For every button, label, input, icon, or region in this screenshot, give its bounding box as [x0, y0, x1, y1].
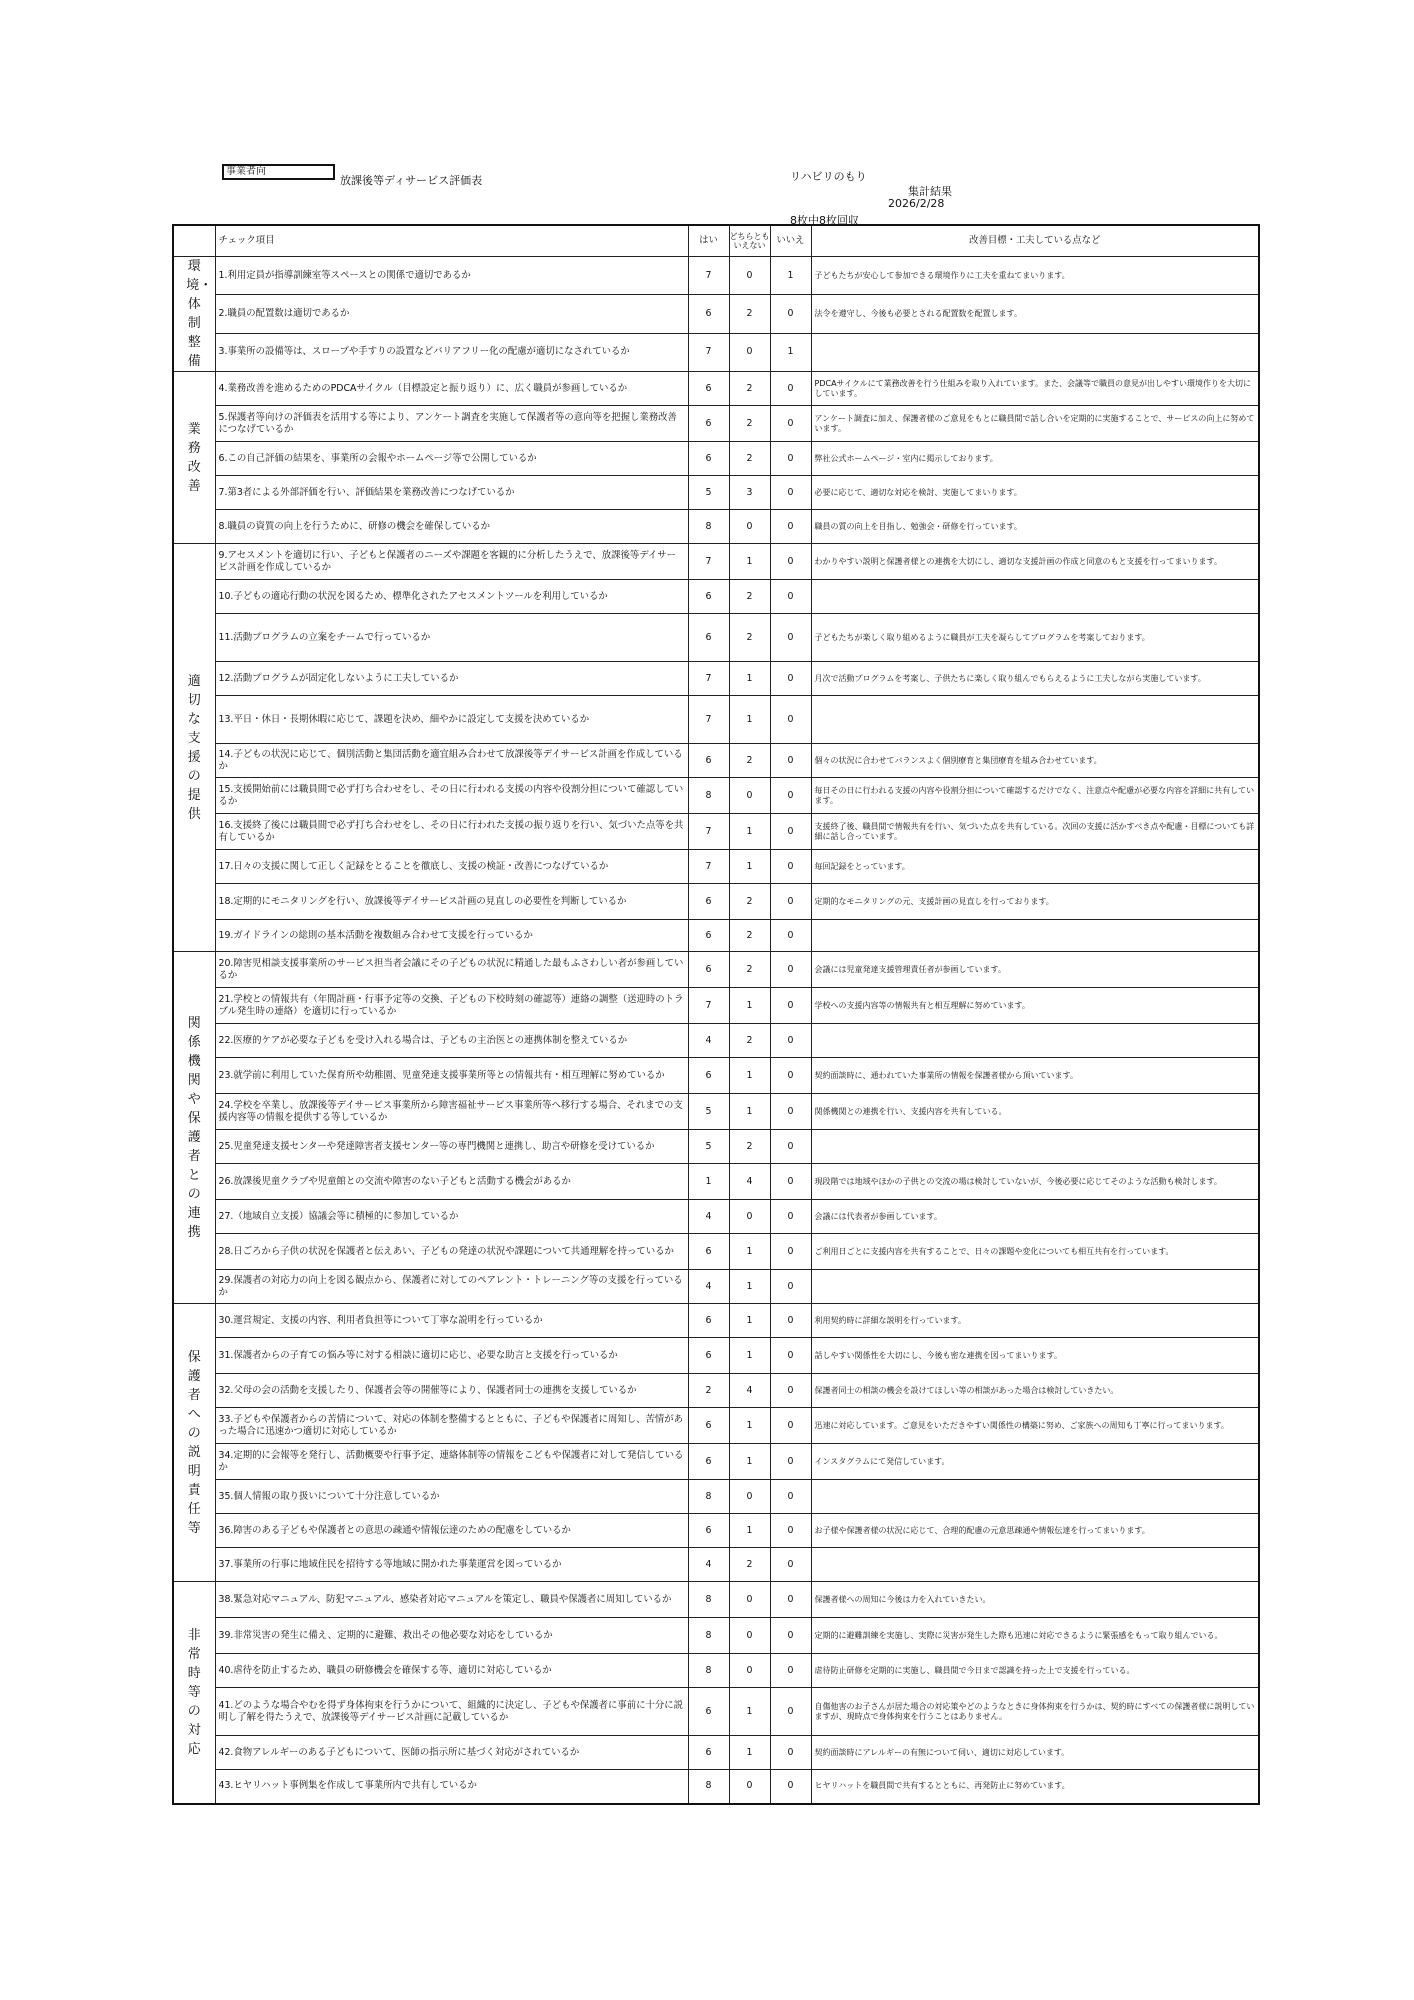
table-row	[173, 1408, 1259, 1444]
item-cell: 6.この自己評価の結果を、事業所の会報やホームページ等で公開しているか	[215, 442, 688, 476]
yes-count: 4	[688, 1548, 729, 1582]
yes-count: 8	[688, 1480, 729, 1514]
neither-count: 0	[729, 1770, 770, 1804]
note-cell: 契約面談時にアレルギーの有無について伺い、適切に対応しています。	[811, 1736, 1259, 1770]
no-count: 0	[770, 952, 811, 988]
no-count: 0	[770, 1514, 811, 1548]
neither-count: 2	[729, 614, 770, 662]
neither-count: 1	[729, 1408, 770, 1444]
note-cell: 支援終了後、職員間で情報共有を行い、気づいた点を共有している。次回の支援に活かすべき点や配慮・目標についても詳細に話し合っています。	[811, 814, 1259, 850]
neither-count: 0	[729, 778, 770, 814]
item-cell: 43.ヒヤリハット事例集を作成して事業所内で共有しているか	[215, 1770, 688, 1804]
note-cell: PDCAサイクルにて業務改善を行う仕組みを取り入れています。また、会議等で職員の意見が出しやすい環境作りを大切にしています。	[811, 372, 1259, 406]
table-row	[173, 372, 1259, 406]
note-cell: 子どもたちが楽しく取り組めるように職員が工夫を凝らしてプログラムを考案しております。	[811, 614, 1259, 662]
item-cell: 14.子どもの状況に応じて、個別活動と集団活動を適宜組み合わせて放課後等デイサービス計画を作成しているか	[215, 744, 688, 778]
item-cell: 15.支援開始前には職員間で必ず打ち合わせをし、その日に行われる支援の内容や役割分担について確認しているか	[215, 778, 688, 814]
note-cell	[811, 1270, 1259, 1304]
yes-count: 7	[688, 257, 729, 295]
table-row	[173, 1338, 1259, 1374]
note-cell: 契約面談時に、通われていた事業所の情報を保護者様から頂いています。	[811, 1058, 1259, 1094]
note-cell	[811, 920, 1259, 952]
neither-count: 0	[729, 1654, 770, 1688]
no-count: 0	[770, 1408, 811, 1444]
note-cell: 虐待防止研修を定期的に実施し、職員間で今日まで認識を持った上で支援を行っている。	[811, 1654, 1259, 1688]
item-cell: 16.支援終了後には職員間で必ず打ち合わせをし、その日に行われた支援の振り返りを行い、気づいた点等を共有しているか	[215, 814, 688, 850]
yes-count: 8	[688, 510, 729, 544]
yes-count: 6	[688, 1408, 729, 1444]
no-count: 0	[770, 1164, 811, 1200]
no-count: 0	[770, 476, 811, 510]
table-row	[173, 1234, 1259, 1270]
note-cell: 定期的に避難訓練を実施し、実際に災害が発生した際も迅速に対応できるように緊張感をもって取り組んでいる。	[811, 1618, 1259, 1654]
item-cell: 21.学校との情報共有（年間計画・行事予定等の交換、子どもの下校時刻の確認等）連絡の調整（送迎時のトラブル発生時の連絡）を適切に行っているか	[215, 988, 688, 1024]
neither-count: 1	[729, 662, 770, 696]
note-cell: 法令を遵守し、今後も必要とされる配置数を配置します。	[811, 295, 1259, 333]
yes-count: 7	[688, 662, 729, 696]
result-title: 集計結果	[908, 185, 952, 198]
item-cell: 1.利用定員が指導訓練室等スペースとの関係で適切であるか	[215, 257, 688, 295]
item-header: チェック項目	[215, 225, 688, 257]
table-row	[173, 778, 1259, 814]
category-label: 関係機関や保護者との連携	[187, 1015, 201, 1240]
category-label: 適切な支援の提供	[187, 673, 201, 822]
note-cell	[811, 1480, 1259, 1514]
note-cell: インスタグラムにて発信しています。	[811, 1444, 1259, 1480]
table-row	[173, 1736, 1259, 1770]
item-cell: 7.第3者による外部評価を行い、評価結果を業務改善につなげているか	[215, 476, 688, 510]
neither-count: 2	[729, 406, 770, 442]
no-count: 0	[770, 510, 811, 544]
note-cell: 会議には児童発達支援管理責任者が参画しています。	[811, 952, 1259, 988]
category-label: 保護者への説明責任等	[187, 1349, 201, 1536]
table-row	[173, 1480, 1259, 1514]
item-cell: 19.ガイドラインの総則の基本活動を複数組み合わせて支援を行っているか	[215, 920, 688, 952]
neither-count: 2	[729, 1024, 770, 1058]
item-cell: 34.定期的に会報等を発行し、活動概要や行事予定、連絡体制等の情報をこどもや保護者に対して発信しているか	[215, 1444, 688, 1480]
neither-count: 2	[729, 1130, 770, 1164]
table-row	[173, 544, 1259, 580]
yes-count: 6	[688, 442, 729, 476]
table-row	[173, 1058, 1259, 1094]
item-cell: 18.定期的にモニタリングを行い、放課後等デイサービス計画の見直しの必要性を判断しているか	[215, 884, 688, 920]
item-cell: 25.児童発達支援センターや発達障害者支援センター等の専門機関と連携し、助言や研修を受けているか	[215, 1130, 688, 1164]
neither-count: 1	[729, 1338, 770, 1374]
table-row	[173, 510, 1259, 544]
note-cell: 弊社公式ホームページ・室内に掲示しております。	[811, 442, 1259, 476]
table-row	[173, 696, 1259, 744]
no-count: 0	[770, 1058, 811, 1094]
neither-count: 0	[729, 1200, 770, 1234]
item-cell: 4.業務改善を進めるためのPDCAサイクル（目標設定と振り返り）に、広く職員が参画しているか	[215, 372, 688, 406]
table-row	[173, 476, 1259, 510]
note-cell: 毎日その日に行われる支援の内容や役割分担について確認するだけでなく、注意点や配慮が必要な内容を詳細に共有しています。	[811, 778, 1259, 814]
item-cell: 41.どのような場合やむを得ず身体拘束を行うかについて、組織的に決定し、子どもや保護者に事前に十分に説明し了解を得たうえで、放課後等デイサービス計画に記載しているか	[215, 1688, 688, 1736]
yes-count: 6	[688, 1234, 729, 1270]
neither-count: 0	[729, 510, 770, 544]
table-row	[173, 295, 1259, 333]
neither-count: 1	[729, 988, 770, 1024]
table-row	[173, 1374, 1259, 1408]
note-cell: 定期的なモニタリングの元、支援計画の見直しを行っております。	[811, 884, 1259, 920]
neither-count: 1	[729, 1304, 770, 1338]
neither-count: 1	[729, 1234, 770, 1270]
neither-count: 1	[729, 1736, 770, 1770]
notes-header: 改善目標・工夫している点など	[811, 225, 1259, 257]
neither-count: 1	[729, 1444, 770, 1480]
yes-count: 5	[688, 1094, 729, 1130]
note-cell	[811, 1024, 1259, 1058]
yes-count: 6	[688, 952, 729, 988]
item-cell: 3.事業所の設備等は、スロープや手すりの設置などバリアフリー化の配慮が適切になされているか	[215, 333, 688, 371]
category-cell	[173, 372, 215, 544]
no-count: 0	[770, 988, 811, 1024]
no-count: 0	[770, 1736, 811, 1770]
table-row	[173, 1444, 1259, 1480]
yes-count: 6	[688, 1058, 729, 1094]
no-count: 0	[770, 778, 811, 814]
table-row	[173, 1024, 1259, 1058]
table-row	[173, 850, 1259, 884]
note-cell: アンケート調査に加え、保護者様のご意見をもとに職員間で話し合いを定期的に実施することで、サービスの向上に努めています。	[811, 406, 1259, 442]
note-cell: 会議には代表者が参画しています。	[811, 1200, 1259, 1234]
neither-count: 2	[729, 952, 770, 988]
facility-name: リハビリのもり	[790, 170, 867, 183]
neither-count: 2	[729, 884, 770, 920]
note-cell: ヒヤリハットを職員間で共有するとともに、再発防止に努めています。	[811, 1770, 1259, 1804]
neither-count: 0	[729, 1480, 770, 1514]
table-row	[173, 257, 1259, 295]
no-count: 0	[770, 544, 811, 580]
note-cell: 毎回記録をとっています。	[811, 850, 1259, 884]
category-header	[173, 225, 215, 257]
table-row	[173, 1514, 1259, 1548]
yes-count: 6	[688, 1444, 729, 1480]
neither-count: 2	[729, 744, 770, 778]
yes-count: 8	[688, 1770, 729, 1804]
yes-count: 5	[688, 476, 729, 510]
note-cell: 月次で活動プログラムを考案し、子供たちに楽しく取り組んでもらえるように工夫しながら実施しています。	[811, 662, 1259, 696]
note-cell: 保護者様への周知に今後は力を入れていきたい。	[811, 1582, 1259, 1618]
neither-count: 1	[729, 814, 770, 850]
neither-count: 1	[729, 544, 770, 580]
yes-count: 6	[688, 1688, 729, 1736]
neither-count: 2	[729, 295, 770, 333]
yes-count: 6	[688, 744, 729, 778]
neither-count: 2	[729, 580, 770, 614]
note-cell: わかりやすい説明と保護者様との連携を大切にし、適切な支援計画の作成と同意のもと支援を行ってまいります。	[811, 544, 1259, 580]
table-row	[173, 1688, 1259, 1736]
item-cell: 40.虐待を防止するため、職員の研修機会を確保する等、適切に対応しているか	[215, 1654, 688, 1688]
no-count: 0	[770, 814, 811, 850]
note-cell: 必要に応じて、適切な対応を検討、実施してまいります。	[811, 476, 1259, 510]
yes-count: 6	[688, 1338, 729, 1374]
note-cell	[811, 1548, 1259, 1582]
neither-count: 2	[729, 372, 770, 406]
note-cell: 学校への支援内容等の情報共有と相互理解に努めています。	[811, 988, 1259, 1024]
neither-count: 3	[729, 476, 770, 510]
table-row	[173, 1582, 1259, 1618]
neither-count: 1	[729, 1688, 770, 1736]
item-cell: 39.非常災害の発生に備え、定期的に避難、救出その他必要な対応をしているか	[215, 1618, 688, 1654]
no-count: 0	[770, 1338, 811, 1374]
yes-count: 6	[688, 580, 729, 614]
no-count: 0	[770, 1444, 811, 1480]
table-row	[173, 1304, 1259, 1338]
yes-count: 7	[688, 814, 729, 850]
item-cell: 20.障害児相談支援事業所のサービス担当者会議にその子どもの状況に精通した最もふさわしい者が参画しているか	[215, 952, 688, 988]
no-count: 0	[770, 372, 811, 406]
no-count: 0	[770, 662, 811, 696]
neither-count: 2	[729, 1548, 770, 1582]
neither-count: 0	[729, 333, 770, 371]
item-cell: 12.活動プログラムが固定化しないように工夫しているか	[215, 662, 688, 696]
category-label: 業務改善	[187, 421, 201, 494]
yes-count: 1	[688, 1164, 729, 1200]
note-cell: 個々の状況に合わせてバランスよく個別療育と集団療育を組み合わせています。	[811, 744, 1259, 778]
category-label: 非常時等の対応	[187, 1627, 201, 1757]
category-cell	[173, 1304, 215, 1582]
note-cell: 迅速に対応しています。ご意見をいただきやすい関係性の構築に努め、ご家族への周知も丁寧に行ってまいります。	[811, 1408, 1259, 1444]
no-count: 0	[770, 406, 811, 442]
neither-count: 1	[729, 1270, 770, 1304]
no-count: 0	[770, 1200, 811, 1234]
neither-count: 1	[729, 696, 770, 744]
yes-count: 8	[688, 778, 729, 814]
item-cell: 23.就学前に利用していた保育所や幼稚園、児童発達支援事業所等との情報共有・相互理解に努めているか	[215, 1058, 688, 1094]
item-cell: 11.活動プログラムの立案をチームで行っているか	[215, 614, 688, 662]
no-count: 0	[770, 1770, 811, 1804]
neither-count: 0	[729, 1618, 770, 1654]
no-count: 0	[770, 920, 811, 952]
table-row	[173, 814, 1259, 850]
yes-count: 6	[688, 884, 729, 920]
item-cell: 31.保護者からの子育ての悩み等に対する相談に適切に応じ、必要な助言と支援を行っているか	[215, 1338, 688, 1374]
neither-count: 1	[729, 850, 770, 884]
category-cell	[173, 257, 215, 372]
item-cell: 24.学校を卒業し、放課後等デイサービス事業所から障害福祉サービス事業所等へ移行する場合、それまでの支援内容等の情報を提供する等しているか	[215, 1094, 688, 1130]
neither-count: 4	[729, 1164, 770, 1200]
table-row	[173, 1270, 1259, 1304]
yes-count: 6	[688, 1736, 729, 1770]
table-row	[173, 1164, 1259, 1200]
yes-count: 5	[688, 1130, 729, 1164]
neither-count: 1	[729, 1058, 770, 1094]
yes-count: 8	[688, 1582, 729, 1618]
no-count: 0	[770, 1618, 811, 1654]
item-cell: 32.父母の会の活動を支援したり、保護者会等の開催等により、保護者同士の連携を支援しているか	[215, 1374, 688, 1408]
no-count: 0	[770, 884, 811, 920]
item-cell: 22.医療的ケアが必要な子どもを受け入れる場合は、子どもの主治医との連携体制を整えているか	[215, 1024, 688, 1058]
no-count: 0	[770, 1548, 811, 1582]
item-cell: 8.職員の資質の向上を行うために、研修の機会を確保しているか	[215, 510, 688, 544]
yes-count: 7	[688, 850, 729, 884]
collection-count: 8枚中8枚回収	[790, 214, 859, 227]
item-cell: 9.アセスメントを適切に行い、子どもと保護者のニーズや課題を客観的に分析したうえで、放課後等デイサービス計画を作成しているか	[215, 544, 688, 580]
item-cell: 36.障害のある子どもや保護者との意思の疎通や情報伝達のための配慮をしているか	[215, 1514, 688, 1548]
no-count: 0	[770, 614, 811, 662]
table-row	[173, 744, 1259, 778]
table-row	[173, 988, 1259, 1024]
table-row	[173, 333, 1259, 371]
no-header: いいえ	[770, 225, 811, 257]
no-count: 1	[770, 257, 811, 295]
evaluation-table	[172, 224, 1260, 1805]
no-count: 0	[770, 1374, 811, 1408]
yes-header: はい	[688, 225, 729, 257]
item-cell: 29.保護者の対応力の向上を図る観点から、保護者に対してのペアレント・トレーニング等の支援を行っているか	[215, 1270, 688, 1304]
table-row	[173, 920, 1259, 952]
no-count: 0	[770, 295, 811, 333]
table-body	[173, 257, 1259, 1804]
table-row	[173, 1548, 1259, 1582]
no-count: 0	[770, 1304, 811, 1338]
item-cell: 35.個人情報の取り扱いについて十分注意しているか	[215, 1480, 688, 1514]
no-count: 0	[770, 580, 811, 614]
neither-count: 4	[729, 1374, 770, 1408]
category-label: 環境・体制整備	[186, 259, 213, 369]
note-cell: 職員の質の向上を目指し、勉強会・研修を行っています。	[811, 510, 1259, 544]
yes-count: 2	[688, 1374, 729, 1408]
neither-count: 1	[729, 1514, 770, 1548]
neither-count: 2	[729, 442, 770, 476]
note-cell	[811, 333, 1259, 371]
note-cell: 関係機関との連携を行い、支援内容を共有している。	[811, 1094, 1259, 1130]
table-row	[173, 614, 1259, 662]
note-cell: 現段階では地域やほかの子供との交流の場は検討していないが、今後必要に応じてそのような活動も検討します。	[811, 1164, 1259, 1200]
note-cell: 利用契約時に詳細な説明を行っています。	[811, 1304, 1259, 1338]
item-cell: 10.子どもの適応行動の状況を図るため、標準化されたアセスメントツールを利用しているか	[215, 580, 688, 614]
no-count: 0	[770, 1480, 811, 1514]
note-cell: 自傷他害のお子さんが居た場合の対応策やどのようなときに身体拘束を行うかは、契約時にすべての保護者様に説明していますが、現時点で身体拘束を行うことはありません。	[811, 1688, 1259, 1736]
no-count: 0	[770, 744, 811, 778]
table-row	[173, 952, 1259, 988]
note-cell: 子どもたちが安心して参加できる環境作りに工夫を重ねてまいります。	[811, 257, 1259, 295]
note-cell: お子様や保護者様の状況に応じて、合理的配慮の元意思疎通や情報伝達を行ってまいります。	[811, 1514, 1259, 1548]
item-cell: 13.平日・休日・長期休暇に応じて、課題を決め、細やかに設定して支援を決めているか	[215, 696, 688, 744]
note-cell: 話しやすい関係性を大切にし、今後も密な連携を図ってまいります。	[811, 1338, 1259, 1374]
no-count: 0	[770, 850, 811, 884]
yes-count: 6	[688, 406, 729, 442]
note-cell: 保護者同士の相談の機会を設けてほしい等の相談があった場合は検討していきたい。	[811, 1374, 1259, 1408]
item-cell: 5.保護者等向けの評価表を活用する等により、アンケート調査を実施して保護者等の意向等を把握し業務改善につなげているか	[215, 406, 688, 442]
no-count: 0	[770, 1130, 811, 1164]
yes-count: 4	[688, 1270, 729, 1304]
yes-count: 6	[688, 1304, 729, 1338]
neither-count: 0	[729, 257, 770, 295]
table-row	[173, 406, 1259, 442]
no-count: 0	[770, 1024, 811, 1058]
no-count: 0	[770, 1654, 811, 1688]
no-count: 0	[770, 1582, 811, 1618]
item-cell: 17.日々の支援に関して正しく記録をとることを徹底し、支援の検証・改善につなげているか	[215, 850, 688, 884]
table-row	[173, 1654, 1259, 1688]
no-count: 0	[770, 1688, 811, 1736]
yes-count: 6	[688, 295, 729, 333]
table-row	[173, 1770, 1259, 1804]
note-cell	[811, 580, 1259, 614]
yes-count: 8	[688, 1654, 729, 1688]
yes-count: 7	[688, 988, 729, 1024]
note-cell	[811, 696, 1259, 744]
table-row	[173, 580, 1259, 614]
audience-label-box: 事業者向	[222, 164, 335, 180]
category-cell	[173, 544, 215, 952]
yes-count: 6	[688, 1514, 729, 1548]
item-cell: 33.子どもや保護者からの苦情について、対応の体制を整備するとともに、子どもや保護者に周知し、苦情があった場合に迅速かつ適切に対応しているか	[215, 1408, 688, 1444]
table-row	[173, 1618, 1259, 1654]
form-title: 放課後等ディサービス評価表	[340, 174, 483, 187]
note-cell	[811, 1130, 1259, 1164]
table-row	[173, 1200, 1259, 1234]
item-cell: 27.（地域自立支援）協議会等に積極的に参加しているか	[215, 1200, 688, 1234]
table-row	[173, 884, 1259, 920]
item-cell: 28.日ごろから子供の状況を保護者と伝えあい、子どもの発達の状況や課題について共通理解を持っているか	[215, 1234, 688, 1270]
yes-count: 7	[688, 333, 729, 371]
yes-count: 7	[688, 696, 729, 744]
yes-count: 6	[688, 920, 729, 952]
table-row	[173, 442, 1259, 476]
item-cell: 38.緊急対応マニュアル、防犯マニュアル、感染者対応マニュアルを策定し、職員や保護者に周知しているか	[215, 1582, 688, 1618]
item-cell: 37.事業所の行事に地域住民を招待する等地域に開かれた事業運営を図っているか	[215, 1548, 688, 1582]
table-row	[173, 662, 1259, 696]
no-count: 0	[770, 1234, 811, 1270]
yes-count: 6	[688, 372, 729, 406]
item-cell: 26.放課後児童クラブや児童館との交流や障害のない子どもと活動する機会があるか	[215, 1164, 688, 1200]
neither-count: 1	[729, 1094, 770, 1130]
category-cell	[173, 952, 215, 1304]
yes-count: 4	[688, 1200, 729, 1234]
note-cell: ご利用日ごとに支援内容を共有することで、日々の課題や変化についても相互共有を行っています。	[811, 1234, 1259, 1270]
yes-count: 8	[688, 1618, 729, 1654]
result-date: 2026/2/28	[888, 197, 945, 210]
item-cell: 2.職員の配置数は適切であるか	[215, 295, 688, 333]
neither-count: 2	[729, 920, 770, 952]
no-count: 0	[770, 696, 811, 744]
no-count: 0	[770, 1270, 811, 1304]
yes-count: 6	[688, 614, 729, 662]
no-count: 1	[770, 333, 811, 371]
category-cell	[173, 1582, 215, 1804]
item-cell: 30.運営規定、支援の内容、利用者負担等について丁寧な説明を行っているか	[215, 1304, 688, 1338]
neither-header: どちらとも いえない	[729, 225, 770, 257]
table-row	[173, 1130, 1259, 1164]
item-cell: 42.食物アレルギーのある子どもについて、医師の指示所に基づく対応がされているか	[215, 1736, 688, 1770]
no-count: 0	[770, 442, 811, 476]
table-row	[173, 1094, 1259, 1130]
yes-count: 4	[688, 1024, 729, 1058]
neither-count: 0	[729, 1582, 770, 1618]
header-row	[173, 225, 1259, 257]
no-count: 0	[770, 1094, 811, 1130]
yes-count: 7	[688, 544, 729, 580]
